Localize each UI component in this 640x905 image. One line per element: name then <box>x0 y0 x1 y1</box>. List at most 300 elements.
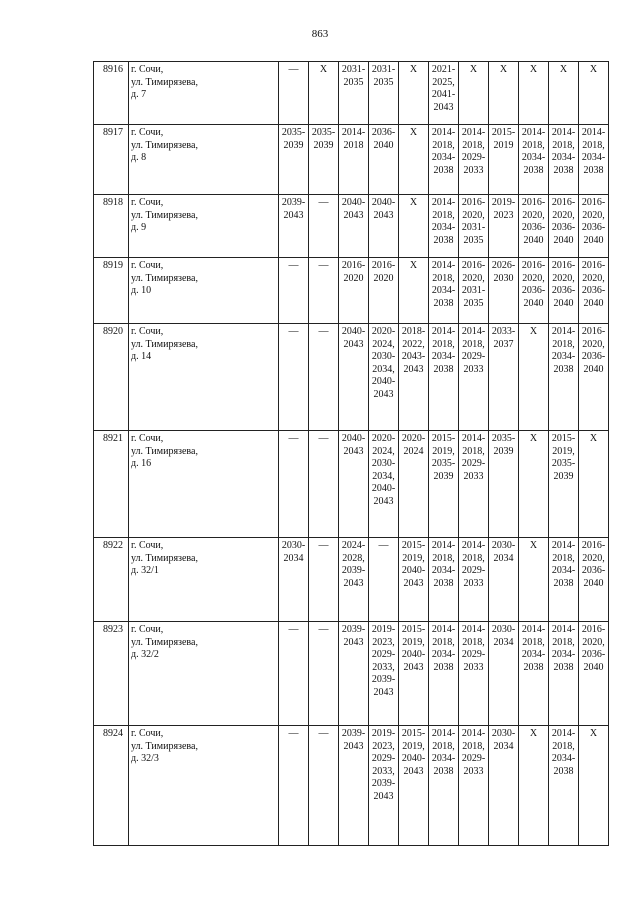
period-text: 2015- <box>431 433 456 444</box>
period-text: 2019 <box>493 139 514 151</box>
period-text: 2020, <box>582 209 605 221</box>
period-cell <box>369 125 399 195</box>
period-text: 2018, <box>462 552 485 564</box>
period-text: 2034- <box>431 285 456 296</box>
period-text: 2036- <box>581 222 606 233</box>
period-text: 2014- <box>581 127 606 138</box>
table-row <box>94 726 609 846</box>
period-text: 2034- <box>431 753 456 764</box>
period-text: 2014- <box>551 127 576 138</box>
period-text: 2040 <box>583 297 604 309</box>
period-text: 2019, <box>432 445 455 457</box>
period-text: 2016- <box>461 260 486 271</box>
period-text: 2040 <box>553 297 574 309</box>
table-row <box>94 62 609 125</box>
period-text: 2043 <box>343 338 364 350</box>
period-text: 2039- <box>371 674 396 685</box>
period-text: 2038 <box>433 297 454 309</box>
address-line: г. Сочи, <box>131 260 164 271</box>
period-cell <box>549 195 579 258</box>
period-cell <box>399 125 429 195</box>
period-cell <box>339 431 369 538</box>
period-cell <box>399 538 429 622</box>
period-text: X <box>529 540 538 551</box>
period-cell <box>459 62 489 125</box>
period-text: 2035- <box>311 127 336 138</box>
period-text: 2038 <box>583 164 604 176</box>
table-row <box>94 431 609 538</box>
address-line: д. 32/2 <box>131 649 159 660</box>
period-text: 2024, <box>372 338 395 350</box>
period-text: — <box>288 433 299 444</box>
period-text: 2039- <box>341 728 366 739</box>
period-cell <box>489 125 519 195</box>
period-text: 2040 <box>373 139 394 151</box>
period-cell <box>429 62 459 125</box>
period-cell <box>339 258 369 324</box>
period-cell <box>279 62 309 125</box>
period-cell <box>579 258 609 324</box>
period-text: 2018, <box>552 139 575 151</box>
period-text: 2038 <box>553 363 574 375</box>
period-text: 2016- <box>521 197 546 208</box>
period-text: 2034- <box>581 152 606 163</box>
period-text: 2043 <box>343 445 364 457</box>
address-line: г. Сочи, <box>131 540 164 551</box>
period-text: 2030- <box>491 728 516 739</box>
period-text: 2033- <box>491 326 516 337</box>
period-cell <box>369 622 399 726</box>
period-text: 2014- <box>431 540 456 551</box>
period-text: 2036- <box>521 222 546 233</box>
period-text: 2040- <box>371 376 396 387</box>
period-text: 2038 <box>523 164 544 176</box>
period-cell <box>579 195 609 258</box>
period-cell <box>309 726 339 846</box>
period-text: 2030- <box>491 540 516 551</box>
period-text: 2016- <box>581 197 606 208</box>
period-text: 2036- <box>581 351 606 362</box>
address-line: д. 16 <box>131 458 152 469</box>
period-text: 2029- <box>371 649 396 660</box>
period-text: — <box>288 260 299 271</box>
period-text: 2034- <box>431 152 456 163</box>
address-line: ул. Тимирязева, <box>131 445 198 457</box>
period-cell <box>459 195 489 258</box>
period-text: 2036- <box>551 222 576 233</box>
period-text: 2014- <box>431 728 456 739</box>
period-text: 2031- <box>461 222 486 233</box>
period-text: 2028, <box>342 552 365 564</box>
table-row <box>94 258 609 324</box>
period-cell <box>309 622 339 726</box>
period-text: 2043 <box>343 209 364 221</box>
period-text: 2038 <box>433 234 454 246</box>
period-text: 2043 <box>373 790 394 802</box>
period-text: 2040- <box>341 197 366 208</box>
row-number: 8917 <box>94 125 129 195</box>
period-cell <box>519 622 549 726</box>
period-text: 2034- <box>521 649 546 660</box>
period-text: 2040- <box>341 433 366 444</box>
period-text: 2029- <box>461 458 486 469</box>
period-text: 2014- <box>461 127 486 138</box>
period-text: 2018, <box>432 338 455 350</box>
period-text: 2033 <box>463 765 484 777</box>
period-text: X <box>529 64 538 75</box>
address-line: ул. Тимирязева, <box>131 338 198 350</box>
row-number: 8922 <box>94 538 129 622</box>
period-cell <box>429 622 459 726</box>
period-text: 2021- <box>431 64 456 75</box>
period-text: 2036- <box>551 285 576 296</box>
period-text: 2035- <box>551 458 576 469</box>
address-line: д. 10 <box>131 285 152 296</box>
address-cell <box>129 622 279 726</box>
address-line: г. Сочи, <box>131 64 164 75</box>
period-text: 2036- <box>581 649 606 660</box>
period-text: 2030- <box>491 624 516 635</box>
period-text: 2036- <box>521 285 546 296</box>
table-row <box>94 125 609 195</box>
period-text: 2030- <box>281 540 306 551</box>
period-text: — <box>318 260 329 271</box>
period-cell <box>399 726 429 846</box>
period-cell <box>309 125 339 195</box>
period-text: — <box>288 728 299 739</box>
period-text: — <box>288 624 299 635</box>
period-text: 2040- <box>371 197 396 208</box>
period-cell <box>459 622 489 726</box>
period-cell <box>279 258 309 324</box>
period-text: 2034- <box>431 649 456 660</box>
period-cell <box>549 622 579 726</box>
period-text: 2043 <box>283 209 304 221</box>
period-text: 2026- <box>491 260 516 271</box>
period-text: 2014- <box>551 624 576 635</box>
period-cell <box>459 258 489 324</box>
address-line: д. 32/1 <box>131 565 159 576</box>
period-cell <box>459 726 489 846</box>
address-line: ул. Тимирязева, <box>131 272 198 284</box>
period-cell <box>549 62 579 125</box>
period-cell <box>429 726 459 846</box>
address-cell <box>129 125 279 195</box>
period-text: 2035- <box>281 127 306 138</box>
period-text: 2014- <box>521 624 546 635</box>
address-line: д. 7 <box>131 89 147 100</box>
period-text: 2034 <box>493 740 514 752</box>
period-text: 2019, <box>402 740 425 752</box>
period-text: 2015- <box>401 540 426 551</box>
period-text: 2018, <box>582 139 605 151</box>
period-text: 2031- <box>461 285 486 296</box>
period-text: 2020, <box>582 552 605 564</box>
period-text: 2018, <box>552 636 575 648</box>
address-line: г. Сочи, <box>131 728 164 739</box>
table-body <box>94 62 609 846</box>
period-text: 2014- <box>461 433 486 444</box>
period-text: — <box>378 540 389 551</box>
period-text: 2038 <box>523 661 544 673</box>
period-cell <box>459 431 489 538</box>
period-text: 2034- <box>551 152 576 163</box>
period-cell <box>309 62 339 125</box>
period-text: 2029- <box>461 649 486 660</box>
period-cell <box>279 726 309 846</box>
period-text: 2019- <box>371 624 396 635</box>
period-text: 2040- <box>341 326 366 337</box>
period-cell <box>309 258 339 324</box>
period-cell <box>369 538 399 622</box>
period-text: 2035- <box>431 458 456 469</box>
period-cell <box>339 62 369 125</box>
period-text: — <box>318 197 329 208</box>
address-cell <box>129 726 279 846</box>
period-text: 2029- <box>461 565 486 576</box>
period-cell <box>339 195 369 258</box>
address-cell <box>129 195 279 258</box>
period-text: 2024 <box>403 445 424 457</box>
period-text: 2025, <box>432 76 455 88</box>
period-text: 2018, <box>462 740 485 752</box>
period-cell <box>549 324 579 431</box>
period-cell <box>489 431 519 538</box>
period-text: 2014- <box>461 326 486 337</box>
period-cell <box>369 258 399 324</box>
period-text: 2031- <box>341 64 366 75</box>
period-text: 2034, <box>372 470 395 482</box>
period-cell <box>519 538 549 622</box>
period-cell <box>369 195 399 258</box>
period-text: 2029- <box>461 351 486 362</box>
period-text: 2040 <box>583 234 604 246</box>
address-line: г. Сочи, <box>131 127 164 138</box>
period-text: 2020 <box>373 272 394 284</box>
address-line: г. Сочи, <box>131 433 164 444</box>
period-cell <box>399 258 429 324</box>
address-line: ул. Тимирязева, <box>131 209 198 221</box>
table-row <box>94 324 609 431</box>
period-text: X <box>409 260 418 271</box>
period-cell <box>429 258 459 324</box>
table-row <box>94 622 609 726</box>
period-text: 2018, <box>462 139 485 151</box>
period-cell <box>369 324 399 431</box>
table-row <box>94 538 609 622</box>
address-line: д. 9 <box>131 222 147 233</box>
period-text: X <box>409 64 418 75</box>
period-text: 2034- <box>431 565 456 576</box>
period-text: 2043 <box>403 661 424 673</box>
period-text: X <box>529 728 538 739</box>
period-text: 2038 <box>553 164 574 176</box>
address-line: ул. Тимирязева, <box>131 552 198 564</box>
period-cell <box>309 431 339 538</box>
period-text: 2014- <box>521 127 546 138</box>
period-text: 2020, <box>582 636 605 648</box>
period-cell <box>429 125 459 195</box>
period-cell <box>549 431 579 538</box>
period-text: 2014- <box>431 127 456 138</box>
period-cell <box>429 431 459 538</box>
period-text: 2038 <box>553 661 574 673</box>
period-text: 2043 <box>403 363 424 375</box>
address-line: д. 14 <box>131 351 152 362</box>
period-text: 2039- <box>281 197 306 208</box>
period-cell <box>459 125 489 195</box>
row-number: 8923 <box>94 622 129 726</box>
period-text: 2020, <box>462 272 485 284</box>
period-cell <box>519 195 549 258</box>
period-text: 2039 <box>493 445 514 457</box>
address-line: д. 32/3 <box>131 753 159 764</box>
period-text: 2043 <box>433 101 454 113</box>
period-text: 2014- <box>431 624 456 635</box>
period-text: 2040 <box>553 234 574 246</box>
period-text: 2014- <box>461 540 486 551</box>
period-text: 2020, <box>462 209 485 221</box>
period-cell <box>519 125 549 195</box>
period-text: 2020, <box>552 209 575 221</box>
period-text: X <box>469 64 478 75</box>
period-text: 2015- <box>551 433 576 444</box>
period-text: 2016- <box>341 260 366 271</box>
period-text: 2016- <box>581 326 606 337</box>
period-text: 2019, <box>402 552 425 564</box>
period-text: 2014- <box>461 728 486 739</box>
period-cell <box>339 726 369 846</box>
period-cell <box>519 324 549 431</box>
period-text: 2018, <box>462 338 485 350</box>
period-text: 2033, <box>372 765 395 777</box>
period-text: 2019- <box>371 728 396 739</box>
period-text: 2034- <box>431 351 456 362</box>
period-text: 2040- <box>401 565 426 576</box>
period-text: X <box>409 197 418 208</box>
period-text: 2033, <box>372 661 395 673</box>
period-text: 2034- <box>551 565 576 576</box>
period-cell <box>519 431 549 538</box>
period-text: X <box>499 64 508 75</box>
period-text: 2018, <box>432 139 455 151</box>
period-text: — <box>288 64 299 75</box>
period-text: — <box>318 728 329 739</box>
period-cell <box>489 324 519 431</box>
period-text: 2016- <box>371 260 396 271</box>
period-text: 2018, <box>462 636 485 648</box>
period-text: 2038 <box>433 164 454 176</box>
period-text: 2040- <box>401 753 426 764</box>
period-text: 2024- <box>341 540 366 551</box>
period-cell <box>399 324 429 431</box>
period-text: 2043 <box>373 209 394 221</box>
period-text: 2023 <box>493 209 514 221</box>
period-text: 2014- <box>431 197 456 208</box>
period-text: X <box>589 64 598 75</box>
period-cell <box>549 125 579 195</box>
period-text: 2038 <box>433 577 454 589</box>
row-number: 8919 <box>94 258 129 324</box>
period-text: 2016- <box>551 197 576 208</box>
period-text: 2016- <box>581 624 606 635</box>
period-text: 2043 <box>343 636 364 648</box>
period-text: 2014- <box>431 326 456 337</box>
period-text: — <box>318 540 329 551</box>
address-cell <box>129 324 279 431</box>
period-cell <box>309 538 339 622</box>
period-text: 2030- <box>371 458 396 469</box>
period-text: 2014- <box>341 127 366 138</box>
period-text: 2039 <box>553 470 574 482</box>
period-text: 2039 <box>433 470 454 482</box>
period-text: 2033 <box>463 363 484 375</box>
period-text: 2019- <box>491 197 516 208</box>
period-text: 2040 <box>583 577 604 589</box>
period-text: 2020, <box>552 272 575 284</box>
period-cell <box>519 258 549 324</box>
period-text: 2014- <box>431 260 456 271</box>
period-text: 2035 <box>343 76 364 88</box>
period-text: — <box>318 326 329 337</box>
period-text: X <box>529 326 538 337</box>
period-text: 2040- <box>371 483 396 494</box>
period-text: 2039 <box>313 139 334 151</box>
address-cell <box>129 431 279 538</box>
page-number: 863 <box>311 28 329 40</box>
period-cell <box>309 324 339 431</box>
address-line: г. Сочи, <box>131 197 164 208</box>
period-text: 2043 <box>343 577 364 589</box>
period-text: 2040 <box>523 297 544 309</box>
period-text: 2034 <box>493 552 514 564</box>
period-text: 2020 <box>343 272 364 284</box>
period-cell <box>429 538 459 622</box>
period-text: 2038 <box>433 765 454 777</box>
period-text: 2018, <box>522 636 545 648</box>
period-cell <box>429 324 459 431</box>
period-text: 2018- <box>401 326 426 337</box>
period-text: 2022, <box>402 338 425 350</box>
period-text: 2040 <box>583 363 604 375</box>
period-text: 2030 <box>493 272 514 284</box>
period-cell <box>279 195 309 258</box>
period-cell <box>519 62 549 125</box>
period-text: 2033 <box>463 577 484 589</box>
period-cell <box>399 622 429 726</box>
period-cell <box>579 538 609 622</box>
period-text: 2019, <box>552 445 575 457</box>
period-cell <box>369 726 399 846</box>
period-text: 2014- <box>551 728 576 739</box>
period-text: — <box>318 624 329 635</box>
period-text: 2020- <box>401 433 426 444</box>
period-text: X <box>559 64 568 75</box>
schedule-table <box>93 61 609 846</box>
period-text: 2035- <box>491 433 516 444</box>
period-cell <box>579 324 609 431</box>
period-text: 2033 <box>463 661 484 673</box>
period-text: 2016- <box>581 260 606 271</box>
period-text: 2043 <box>373 495 394 507</box>
period-text: 2016- <box>521 260 546 271</box>
period-cell <box>579 726 609 846</box>
period-cell <box>369 431 399 538</box>
period-text: 2018, <box>552 740 575 752</box>
period-text: 2034- <box>551 649 576 660</box>
period-text: 2014- <box>551 326 576 337</box>
period-text: 2040 <box>523 234 544 246</box>
